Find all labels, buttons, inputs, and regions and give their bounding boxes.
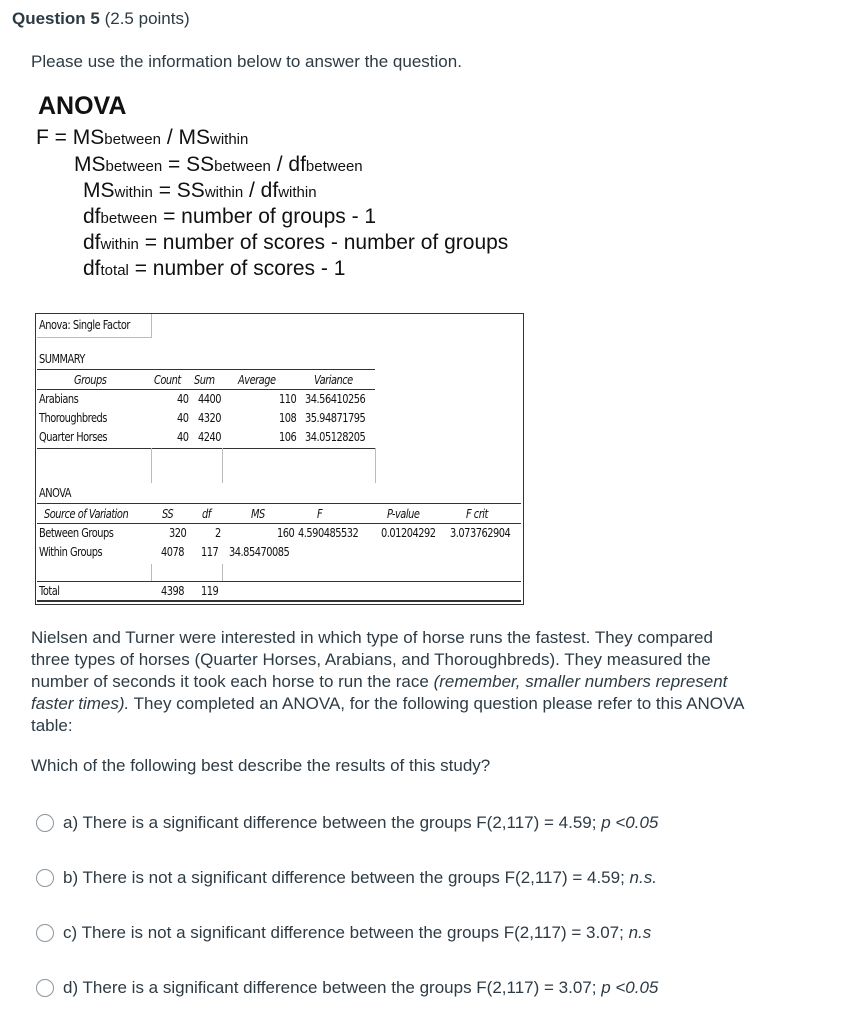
formula-line: F = MSbetween / MSwithin [36, 126, 249, 149]
excel-anova-table: Anova: Single Factor SUMMARY Groups Count Sum Average Variance Arabians 40 4400 110 34.56410256 Thoroughbreds 40 4320 108 35.94871795 Quarter Horses 40 4240 106 34.05128205 ANOVA Source of Variation SS df MS F P-value F crit Between Groups 320 2 160 4.590485532 0.01204292 3.073762904 Within Groups 4078 117 34.85470085 Total 4398 119 [35, 313, 524, 605]
formula-line: MSbetween = SSbetween / dfbetween [74, 153, 363, 176]
formula-line: MSwithin = SSwithin / dfwithin [83, 179, 317, 202]
option-label: d) There is a significant difference between the groups F(2,117) = 3.07; p <0.05 [63, 978, 659, 997]
anova-header: F crit [466, 507, 488, 521]
summary-header: Variance [314, 373, 353, 387]
summary-header: Count [154, 373, 181, 387]
table-row: Within Groups [39, 545, 103, 559]
option-label: a) There is a significant difference between the groups F(2,117) = 4.59; p <0.05 [63, 813, 659, 832]
formula-line: dfwithin = number of scores - number of groups [83, 231, 509, 254]
excel-title: Anova: Single Factor [39, 318, 130, 332]
formula-line: dfbetween = number of groups - 1 [83, 205, 377, 228]
option-c[interactable] [36, 921, 651, 945]
formula-line: dftotal = number of scores - 1 [83, 257, 346, 280]
anova-header: F [317, 507, 323, 521]
radio-button[interactable] [36, 814, 54, 832]
summary-header: Sum [194, 373, 215, 387]
table-row: Total [39, 584, 60, 598]
question-title [12, 9, 190, 29]
summary-header: Groups [74, 373, 107, 387]
table-row: Thoroughbreds [39, 411, 107, 425]
radio-button[interactable] [36, 979, 54, 997]
option-d[interactable] [36, 976, 658, 1000]
table-row: Quarter Horses [39, 430, 108, 444]
summary-label: SUMMARY [39, 352, 85, 366]
anova-label: ANOVA [39, 486, 72, 500]
anova-header: MS [251, 507, 265, 521]
table-row: Arabians [39, 392, 79, 406]
question-points: (2.5 points) [104, 9, 190, 28]
option-label: b) There is not a significant difference between the groups F(2,117) = 4.59; n.s. [63, 868, 657, 887]
question-prompt: Which of the following best describe the results of this study? [31, 756, 491, 775]
table-row: Between Groups [39, 526, 114, 540]
summary-header: Average [238, 373, 276, 387]
formula-heading: ANOVA [38, 92, 127, 120]
option-a[interactable] [36, 811, 658, 835]
anova-header: P-value [387, 507, 420, 521]
question-number: Question 5 [12, 9, 100, 28]
radio-button[interactable] [36, 869, 54, 887]
question-intro: Please use the information below to answer the question. [31, 52, 462, 71]
radio-button[interactable] [36, 924, 54, 942]
anova-header: Source of Variation [44, 507, 129, 521]
option-b[interactable] [36, 866, 657, 890]
scenario-text: Nielsen and Turner were interested in which type of horse runs the fastest. They compared three types of horses (Quarter Horses, Arabians, and Thoroughbreds). They measured the number of seconds it took each horse to run the race (remember, smaller numbers represent faster times). They completed an ANOVA, for the following question please refer to this ANOVA table: [31, 628, 744, 735]
anova-header: SS [162, 507, 174, 521]
option-label: c) There is not a significant difference between the groups F(2,117) = 3.07; n.s [63, 923, 652, 942]
anova-header: df [202, 507, 211, 521]
